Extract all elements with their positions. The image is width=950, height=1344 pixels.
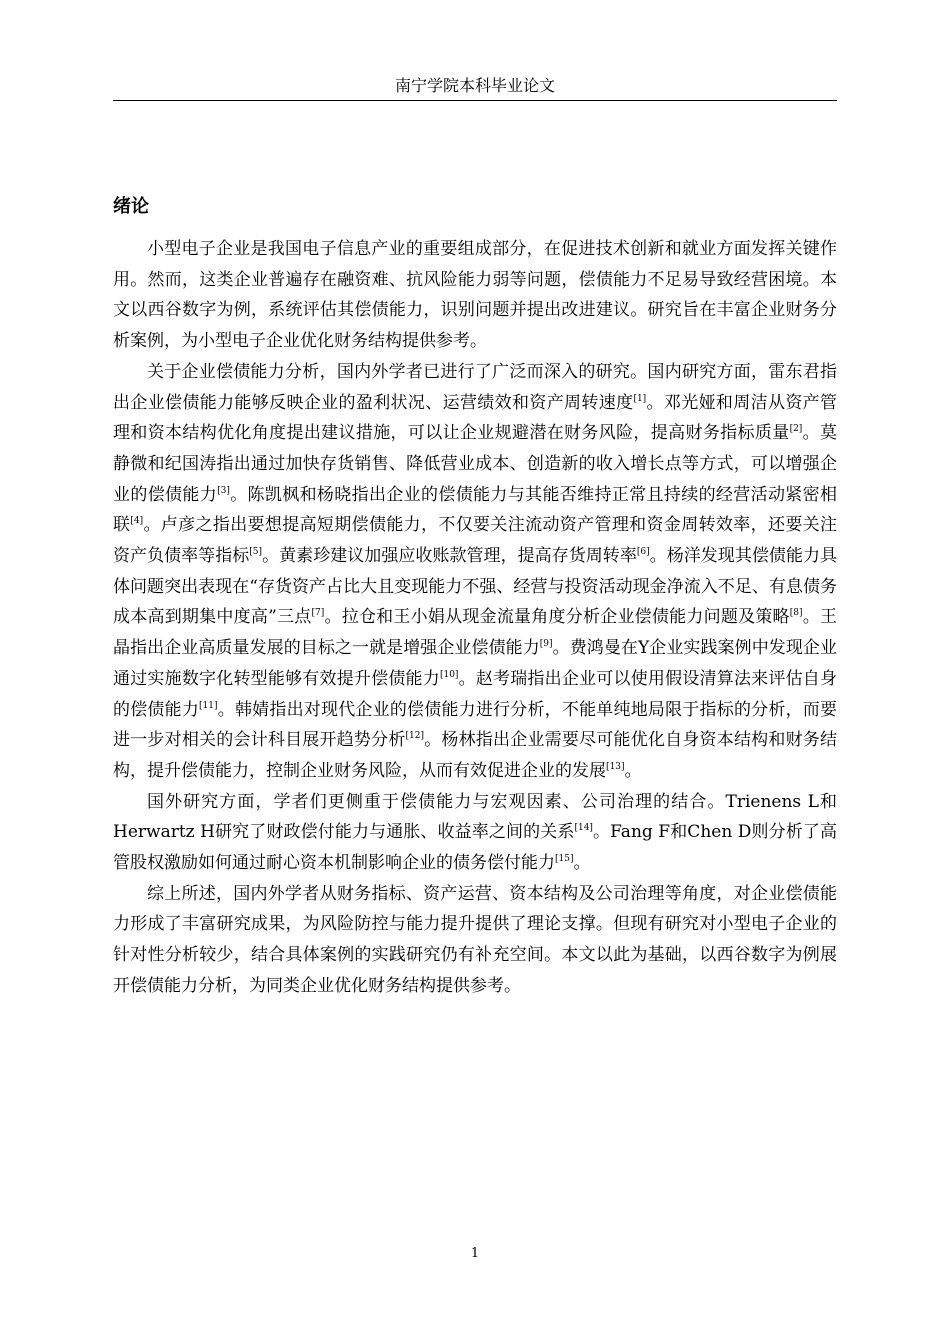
body-paragraph — [113, 234, 837, 357]
citation-reference: [14] — [574, 823, 593, 834]
paragraph-text: 国外研究方面，学者们更侧重于偿债能力与宏观因素、公司治理的结合。Trienens L和Herwartz H研究了财政偿付能力与通胀、收益率之间的关系 — [113, 791, 837, 843]
citation-reference: [2] — [789, 424, 803, 435]
paragraph-text: 。陈凯枫和杨晓指出企业的偿债能力与其能否维持正常且持续的经营活动紧密相联 — [113, 484, 838, 536]
paragraph-text: 。王晶指出企业高质量发展的目标之一就是增强企业偿债能力 — [113, 607, 837, 659]
paragraph-text: 。卢彦之指出要想提高短期偿债能力，不仅要关注流动资产管理和资金周转效率，还要关注资产负债率等指标 — [113, 515, 838, 567]
paragraph-text: 。莫静微和纪国涛指出通过加快存货销售、降低营业成本、创造新的收入增长点等方式，可以增强企业的偿债能力 — [113, 423, 838, 505]
paragraph-text: 。黄素珍建议加强应收账款管理，提高存货周转率 — [262, 546, 637, 567]
citation-reference: [5] — [249, 547, 263, 558]
paragraph-text: 。 — [573, 853, 591, 874]
citation-reference: [8] — [789, 608, 803, 619]
paragraph-text: 。邓光娅和周洁从资产管理和资本结构优化角度提出建议措施，可以让企业规避潜在财务风险，提高财务指标质量 — [113, 392, 838, 444]
paragraph-text: 。Fang F和Chen D则分析了高管股权激励如何通过耐心资本机制影响企业的债务偿付能力 — [113, 822, 837, 874]
paragraph-text: 。 — [624, 760, 642, 781]
citation-reference: [9] — [539, 639, 553, 650]
paragraph-text: 。拉仓和王小娟从现金流量角度分析企业偿债能力问题及策略 — [324, 607, 790, 628]
paragraph-text: 。赵考瑞指出企业可以使用假设清算法来评估自身的偿债能力 — [113, 668, 838, 720]
paragraph-text: 小型电子企业是我国电子信息产业的重要组成部分，在促进技术创新和就业方面发挥关键作用。然而，这类企业普遍存在融资难、抗风险能力弱等问题，偿债能力不足易导致经营困境。本文以西谷数字为例，系统评估其偿债能力，识别问题并提出改进建议。研究旨在丰富企业财务分析案例，为小型电子企业优化财务结构提供参考。 — [113, 239, 837, 352]
citation-reference: [11] — [199, 700, 218, 711]
paragraph-text: 。费鸿曼在Y企业实践案例中发现企业通过实施数字化转型能够有效提升偿债能力 — [113, 638, 837, 689]
body-paragraph — [113, 879, 837, 1002]
paragraph-text: 。韩婧指出对现代企业的偿债能力进行分析，不能单纯地局限于指标的分析，而要进一步对相关的会计科目展开趋势分析 — [113, 699, 838, 751]
citation-reference: [7] — [311, 608, 325, 619]
citation-reference: [4] — [130, 516, 144, 527]
body-paragraph — [113, 357, 837, 787]
header-title: 南宁学院本科毕业论文 — [394, 76, 555, 95]
paragraph-text: 综上所述，国内外学者从财务指标、资产运营、资本结构及公司治理等角度，对企业偿债能力形成了丰富研究成果，为风险防控与能力提升提供了理论支撑。但现有研究对小型电子企业的针对性分析较少，结合具体案例的实践研究仍有补充空间。本文以此为基础，以西谷数字为例展开偿债能力分析，为同类企业优化财务结构提供参考。 — [113, 883, 837, 996]
paragraph-text: 。杨洋发现其偿债能力具体问题突出表现在“存货资产占比大且变现能力不强、经营与投资活动现金净流入不足、有息债务成本高到期集中度高”三点 — [113, 546, 838, 628]
paragraph-text: 关于企业偿债能力分析，国内外学者已进行了广泛而深入的研究。国内研究方面，雷东君指出企业偿债能力能够反映企业的盈利状况、运营绩效和资产周转速度 — [113, 361, 837, 413]
section-title: 绪论 — [113, 196, 149, 217]
citation-reference: [13] — [606, 761, 625, 772]
page-header — [113, 74, 837, 98]
page-number: 1 — [470, 1246, 480, 1261]
citation-reference: [6] — [636, 547, 650, 558]
citation-reference: [12] — [405, 731, 425, 742]
citation-reference: [3] — [217, 485, 230, 496]
paragraph-text: 。杨林指出企业需要尽可能优化自身资本结构和财务结构，提升偿债能力，控制企业财务风险，从而有效促进企业的发展 — [113, 730, 837, 781]
body-text — [113, 234, 837, 1002]
body-paragraph — [113, 787, 837, 879]
citation-reference: [1] — [633, 393, 647, 404]
citation-reference: [15] — [555, 854, 574, 865]
citation-reference: [10] — [439, 669, 459, 680]
header-divider — [113, 100, 837, 101]
